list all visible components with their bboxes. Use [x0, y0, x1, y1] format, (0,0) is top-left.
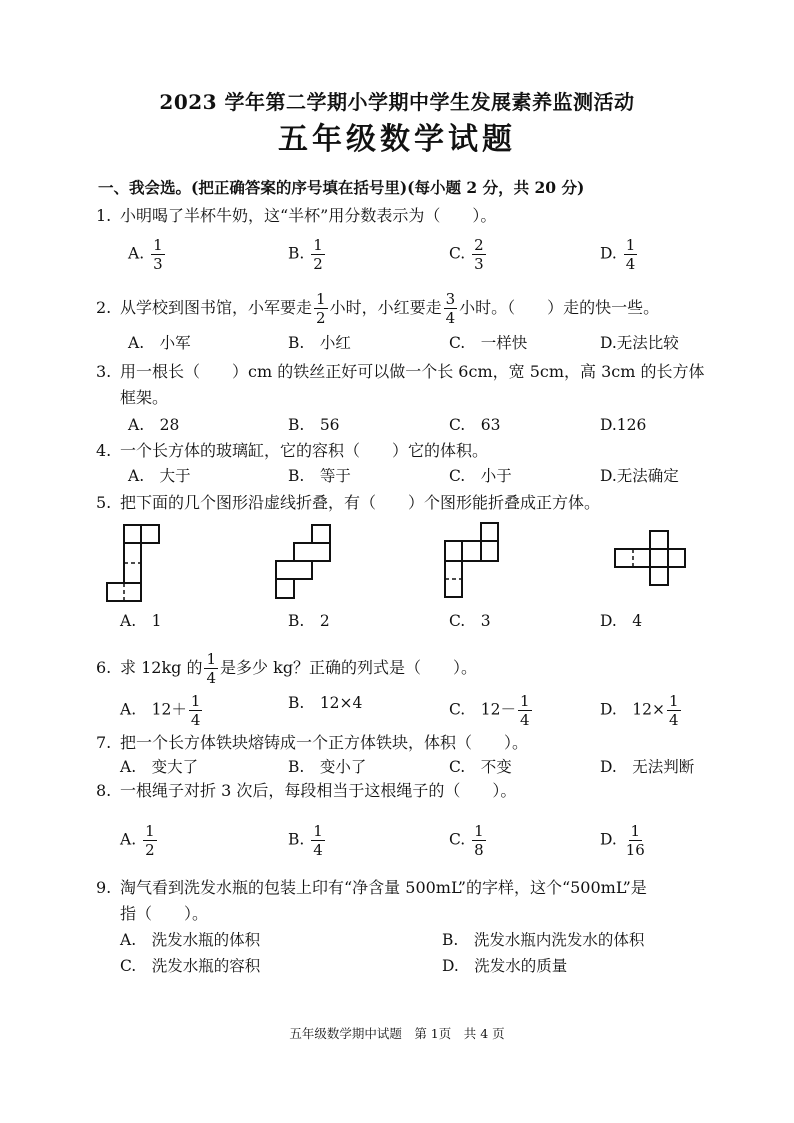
question-text: 从学校到图书馆，小军要走 [120, 298, 313, 317]
option-2a: A. 小军 [128, 334, 191, 352]
option-text: C. 12－ [449, 700, 516, 719]
option-text: B. 12×4 [288, 694, 363, 712]
cube-net-d [614, 530, 686, 586]
exam-subtitle: 2023 学年第二学期小学期中学生发展素养监测活动 [159, 90, 635, 114]
denominator: 4 [519, 711, 530, 729]
question-text: 淘气看到洗发水瓶的包装上印有“净含量 500mL”的字样，这个“500mL”是 [120, 878, 647, 897]
question-text: 把一个长方体铁块熔铸成一个正方体铁块，体积（ ）。 [120, 733, 529, 752]
option-7b: B. 变小了 [288, 758, 367, 776]
numerator: 1 [316, 290, 326, 308]
option-text: A. 12＋ [120, 700, 187, 719]
net-c-outline [445, 541, 498, 561]
fraction [143, 822, 157, 859]
option-1d [600, 236, 639, 273]
option-1c [449, 236, 488, 273]
page-footer: 五年级数学期中试题 第 1页 共 4 页 [289, 1026, 505, 1041]
fraction [311, 822, 325, 859]
option-4c: C. 小于 [449, 467, 512, 485]
net-b-row [276, 561, 312, 579]
fraction [151, 236, 165, 273]
option-9c: C. 洗发水瓶的容积 [120, 957, 261, 975]
net-a-outline-col [124, 525, 141, 583]
exam-title: 五年级数学试题 [278, 122, 516, 157]
denominator: 4 [625, 255, 636, 273]
net-b-square [276, 579, 294, 598]
numerator: 1 [190, 692, 201, 710]
option-9d: D. 洗发水的质量 [442, 957, 568, 975]
net-b-row [294, 543, 330, 561]
option-2b: B. 小红 [288, 334, 351, 352]
fraction [189, 692, 203, 729]
numerator: 1 [313, 822, 323, 840]
option-6a [120, 692, 204, 729]
option-3b: B. 56 [288, 416, 340, 434]
fraction [518, 692, 532, 729]
cube-net-a [106, 524, 162, 602]
option-4a: A. 大于 [128, 467, 191, 485]
question-8: 8. 一根绳子对折 3 次后，每段相当于这根绳子的（ ）。 [96, 781, 517, 800]
option-7d: D. 无法判断 [600, 758, 695, 776]
option-1a [128, 236, 167, 273]
fraction [444, 290, 458, 327]
question-text: 用一根长（ ）cm 的铁丝正好可以做一个长 6cm，宽 5cm，高 3cm 的长方体 [120, 362, 705, 381]
option-5a: A. 1 [120, 612, 162, 630]
denominator: 4 [313, 841, 323, 859]
option-3c: C. 63 [449, 416, 501, 434]
option-text: D. 12× [600, 700, 666, 719]
numerator: 2 [474, 236, 484, 254]
fraction [314, 290, 328, 327]
option-9b: B. 洗发水瓶内洗发水的体积 [442, 931, 645, 949]
denominator: 2 [313, 255, 323, 273]
option-8c [449, 822, 488, 859]
option-2c: C. 一样快 [449, 334, 528, 352]
fraction [624, 822, 647, 859]
denominator: 3 [474, 255, 484, 273]
option-3a: A. 28 [128, 416, 180, 434]
question-9-line2: 指（ ）。 [120, 904, 209, 923]
option-3d: D.126 [600, 416, 647, 434]
section-heading: 一、我会选。(把正确答案的序号填在括号里)(每小题 2 分，共 20 分) [98, 178, 585, 197]
question-text: 把下面的几个图形沿虚线折叠，有（ ）个图形能折叠成正方体。 [120, 493, 601, 512]
numerator: 1 [630, 822, 641, 840]
numerator: 3 [445, 290, 456, 308]
numerator: 1 [474, 822, 484, 840]
denominator: 4 [669, 711, 679, 729]
option-8a [120, 822, 159, 859]
question-1: 1. 小明喝了半杯牛奶，这“半杯”用分数表示为（ ）。 [96, 206, 497, 225]
net-d-column [650, 531, 668, 585]
numerator: 1 [153, 236, 163, 254]
denominator: 16 [625, 841, 645, 859]
option-letter: B. [288, 830, 305, 849]
option-7c: C. 不变 [449, 758, 512, 776]
question-3-line2: 框架。 [120, 388, 169, 407]
option-6c [449, 692, 534, 729]
denominator: 2 [145, 841, 155, 859]
denominator: 4 [190, 711, 201, 729]
option-7a: A. 变大了 [120, 758, 199, 776]
option-letter: D. [600, 244, 617, 263]
question-text: 小时，小红要走 [329, 298, 442, 317]
numerator: 1 [625, 236, 636, 254]
question-text: 是多少 kg？正确的列式是（ ）。 [220, 658, 478, 677]
option-letter: A. [120, 830, 137, 849]
question-3: 3. 用一根长（ ）cm 的铁丝正好可以做一个长 6cm，宽 5cm，高 3cm 的长方体 [96, 362, 705, 381]
question-text: 小时。（ ）走的快一些。 [459, 298, 660, 317]
question-2: 2. 从学校到图书馆，小军要走 $\frac{1}{2}$ 小时，小红要走 $\frac{3}{4}$ 小时。（ ）走的快一些。 [96, 290, 660, 327]
option-8d [600, 822, 649, 859]
numerator: 1 [206, 650, 217, 668]
fraction [204, 650, 218, 687]
option-8b [288, 822, 327, 859]
fraction [667, 692, 681, 729]
option-5d: D. 4 [600, 612, 643, 630]
cube-net-c [444, 522, 500, 598]
question-7: 7. 把一个长方体铁块熔铸成一个正方体铁块，体积（ ）。 [96, 733, 529, 752]
fraction [624, 236, 638, 273]
denominator: 8 [474, 841, 484, 859]
option-5c: C. 3 [449, 612, 491, 630]
question-9: 9. 淘气看到洗发水瓶的包装上印有“净含量 500mL”的字样，这个“500mL”是 [96, 878, 647, 897]
fraction [311, 236, 325, 273]
numerator: 1 [145, 822, 155, 840]
question-4: 4. 一个长方体的玻璃缸，它的容积（ ）它的体积。 [96, 441, 489, 460]
net-c-outline [445, 541, 462, 597]
numerator: 1 [669, 692, 679, 710]
denominator: 4 [445, 309, 456, 327]
numerator: 1 [519, 692, 530, 710]
option-6b [288, 692, 362, 714]
cube-net-b [275, 524, 333, 600]
denominator: 3 [153, 255, 163, 273]
question-text: 一根绳子对折 3 次后，每段相当于这根绳子的（ ）。 [120, 781, 517, 800]
question-5: 5. 把下面的几个图形沿虚线折叠，有（ ）个图形能折叠成正方体。 [96, 493, 601, 512]
option-5b: B. 2 [288, 612, 330, 630]
denominator: 2 [316, 309, 326, 327]
option-1b [288, 236, 327, 273]
numerator: 1 [313, 236, 323, 254]
option-letter: C. [449, 830, 466, 849]
question-text: 小明喝了半杯牛奶，这“半杯”用分数表示为（ ）。 [120, 206, 497, 225]
option-6d [600, 692, 683, 729]
option-letter: A. [128, 244, 145, 263]
question-6: 6. 求 12kg 的 $\frac{1}{4}$ 是多少 kg？正确的列式是（ ）。 [96, 650, 478, 687]
option-9a: A. 洗发水瓶的体积 [120, 931, 261, 949]
fraction [472, 236, 486, 273]
question-text: 一个长方体的玻璃缸，它的容积（ ）它的体积。 [120, 441, 489, 460]
option-letter: B. [288, 244, 305, 263]
option-4b: B. 等于 [288, 467, 351, 485]
fraction [472, 822, 486, 859]
option-4d: D.无法确定 [600, 467, 679, 485]
denominator: 4 [206, 669, 217, 687]
option-2d: D.无法比较 [600, 334, 679, 352]
option-letter: C. [449, 244, 466, 263]
net-b-square [312, 525, 330, 543]
question-text: 求 12kg 的 [120, 658, 203, 677]
option-letter: D. [600, 830, 617, 849]
